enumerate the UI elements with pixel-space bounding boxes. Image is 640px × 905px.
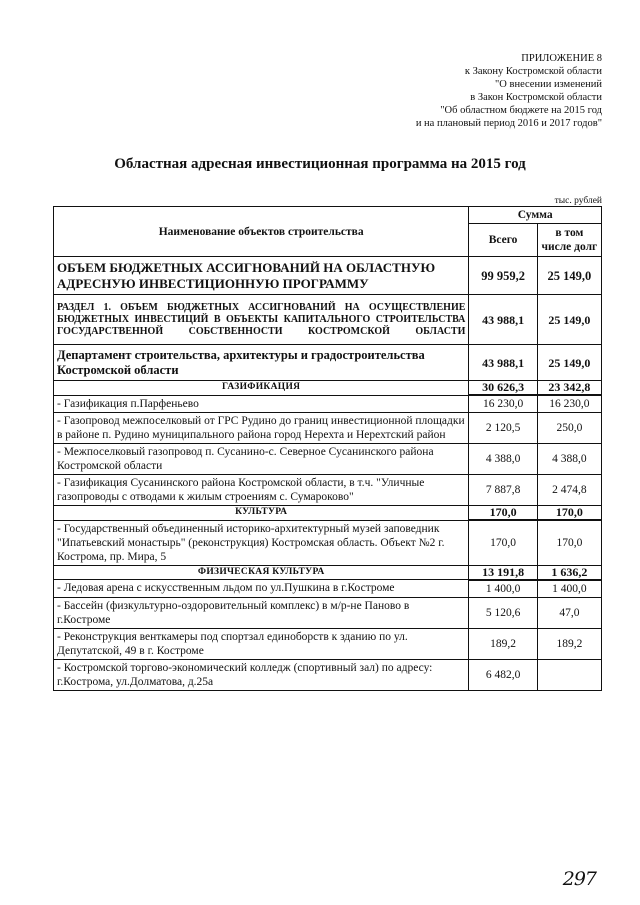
row-name: - Государственный объединенный историко-архитектурный музей заповедник "Ипатьевский монастырь" (реконструкция) Костромская область. Объект №2 г. Кострома, пр. Мира, 5 [54, 520, 469, 565]
table-row [54, 444, 602, 475]
column-header-sum: Сумма [469, 207, 602, 224]
dept-row [54, 345, 602, 381]
row-total: 2 120,5 [469, 413, 537, 444]
section-row [54, 295, 602, 345]
row-total: 170,0 [469, 506, 537, 521]
column-header-debt: в том числе долг [537, 224, 601, 257]
row-debt: 250,0 [537, 413, 601, 444]
row-debt: 16 230,0 [537, 395, 601, 413]
row-debt: 189,2 [537, 628, 601, 659]
row-total: 4 388,0 [469, 444, 537, 475]
row-name: - Газопровод межпоселковый от ГРС Рудино до границ инвестиционной площадки в районе п. Рудино муниципального района город Нерехта и Нерехтский район [54, 413, 469, 444]
row-debt: 1 400,0 [537, 580, 601, 598]
row-name: КУЛЬТУРА [54, 506, 469, 521]
row-debt: 25 149,0 [537, 295, 601, 345]
row-debt: 170,0 [537, 506, 601, 521]
table-row [54, 659, 602, 690]
row-total: 30 626,3 [469, 381, 537, 396]
row-name: ФИЗИЧЕСКАЯ КУЛЬТУРА [54, 565, 469, 580]
appendix-line: "О внесении изменений [495, 79, 602, 90]
appendix-line: к Закону Костромской области [464, 66, 602, 77]
table-body [54, 257, 602, 691]
row-total: 13 191,8 [469, 565, 537, 580]
row-name: - Реконструкция венткамеры под спортзал единоборств к зданию по ул. Депутатской, 49 в г. Костроме [54, 628, 469, 659]
appendix-header [416, 52, 602, 130]
row-total: 43 988,1 [469, 345, 537, 381]
handwritten-page-number: 297 [562, 868, 596, 890]
row-total: 16 230,0 [469, 395, 537, 413]
row-debt: 23 342,8 [537, 381, 601, 396]
row-debt: 1 636,2 [537, 565, 601, 580]
row-total: 170,0 [469, 520, 537, 565]
row-debt: 25 149,0 [537, 345, 601, 381]
row-debt: 25 149,0 [537, 257, 601, 295]
table-row [54, 628, 602, 659]
appendix-line: ПРИЛОЖЕНИЕ 8 [521, 53, 602, 64]
row-name: - Межпоселковый газопровод п. Сусанино-с. Северное Сусанинского района Костромской области [54, 444, 469, 475]
investment-program-table [53, 206, 602, 691]
row-total: 43 988,1 [469, 295, 537, 345]
row-name: - Ледовая арена с искусственным льдом по ул.Пушкина в г.Костроме [54, 580, 469, 598]
column-header-total: Всего [469, 224, 537, 257]
table-row [54, 580, 602, 598]
table-row [54, 395, 602, 413]
column-header-name: Наименование объектов строительства [54, 207, 469, 257]
row-name: ГАЗИФИКАЦИЯ [54, 381, 469, 396]
appendix-line: "Об областном бюджете на 2015 год [440, 105, 602, 116]
category-row [54, 506, 602, 521]
table-row [54, 475, 602, 506]
row-debt: 47,0 [537, 597, 601, 628]
row-name: - Костромской торгово-экономический колледж (спортивный зал) по адресу: г.Кострома, ул.Долматова, д.25а [54, 659, 469, 690]
row-name: РАЗДЕЛ 1. ОБЪЕМ БЮДЖЕТНЫХ АССИГНОВАНИЙ НА ОСУЩЕСТВЛЕНИЕ БЮДЖЕТНЫХ ИНВЕСТИЦИЙ В ОБЪЕКТЫ КАПИТАЛЬНОГО СТРОИТЕЛЬСТВА ГОСУДАРСТВЕННОЙ СОБСТВЕННОСТИ КОСТРОМСКОЙ ОБЛАСТИ [54, 295, 469, 345]
row-total: 99 959,2 [469, 257, 537, 295]
row-total: 1 400,0 [469, 580, 537, 598]
appendix-line: в Закон Костромской области [470, 92, 602, 103]
row-debt: 2 474,8 [537, 475, 601, 506]
row-name: - Газификация Сусанинского района Костромской области, в т.ч. "Уличные газопроводы с отводами к жилым строениям с. Сумароково" [54, 475, 469, 506]
row-debt: 4 388,0 [537, 444, 601, 475]
row-total: 5 120,6 [469, 597, 537, 628]
table-row [54, 413, 602, 444]
row-total: 7 887,8 [469, 475, 537, 506]
appendix-line: и на плановый период 2016 и 2017 годов" [415, 118, 602, 129]
units-label: тыс. рублей [554, 196, 602, 206]
row-name: ОБЪЕМ БЮДЖЕТНЫХ АССИГНОВАНИЙ НА ОБЛАСТНУЮ АДРЕСНУЮ ИНВЕСТИЦИОННУЮ ПРОГРАММУ [54, 257, 469, 295]
row-name: - Газификация п.Парфеньево [54, 395, 469, 413]
table-row [54, 597, 602, 628]
row-total: 6 482,0 [469, 659, 537, 690]
row-debt: 170,0 [537, 520, 601, 565]
table-row [54, 520, 602, 565]
row-debt [537, 659, 601, 690]
big-row [54, 257, 602, 295]
row-name: Департамент строительства, архитектуры и градостроительства Костромской области [54, 345, 469, 381]
category-row [54, 381, 602, 396]
document-title: Областная адресная инвестиционная программа на 2015 год [114, 156, 526, 172]
row-name: - Бассейн (физкультурно-оздоровительный комплекс) в м/р-не Паново в г.Костроме [54, 597, 469, 628]
category-row [54, 565, 602, 580]
row-total: 189,2 [469, 628, 537, 659]
